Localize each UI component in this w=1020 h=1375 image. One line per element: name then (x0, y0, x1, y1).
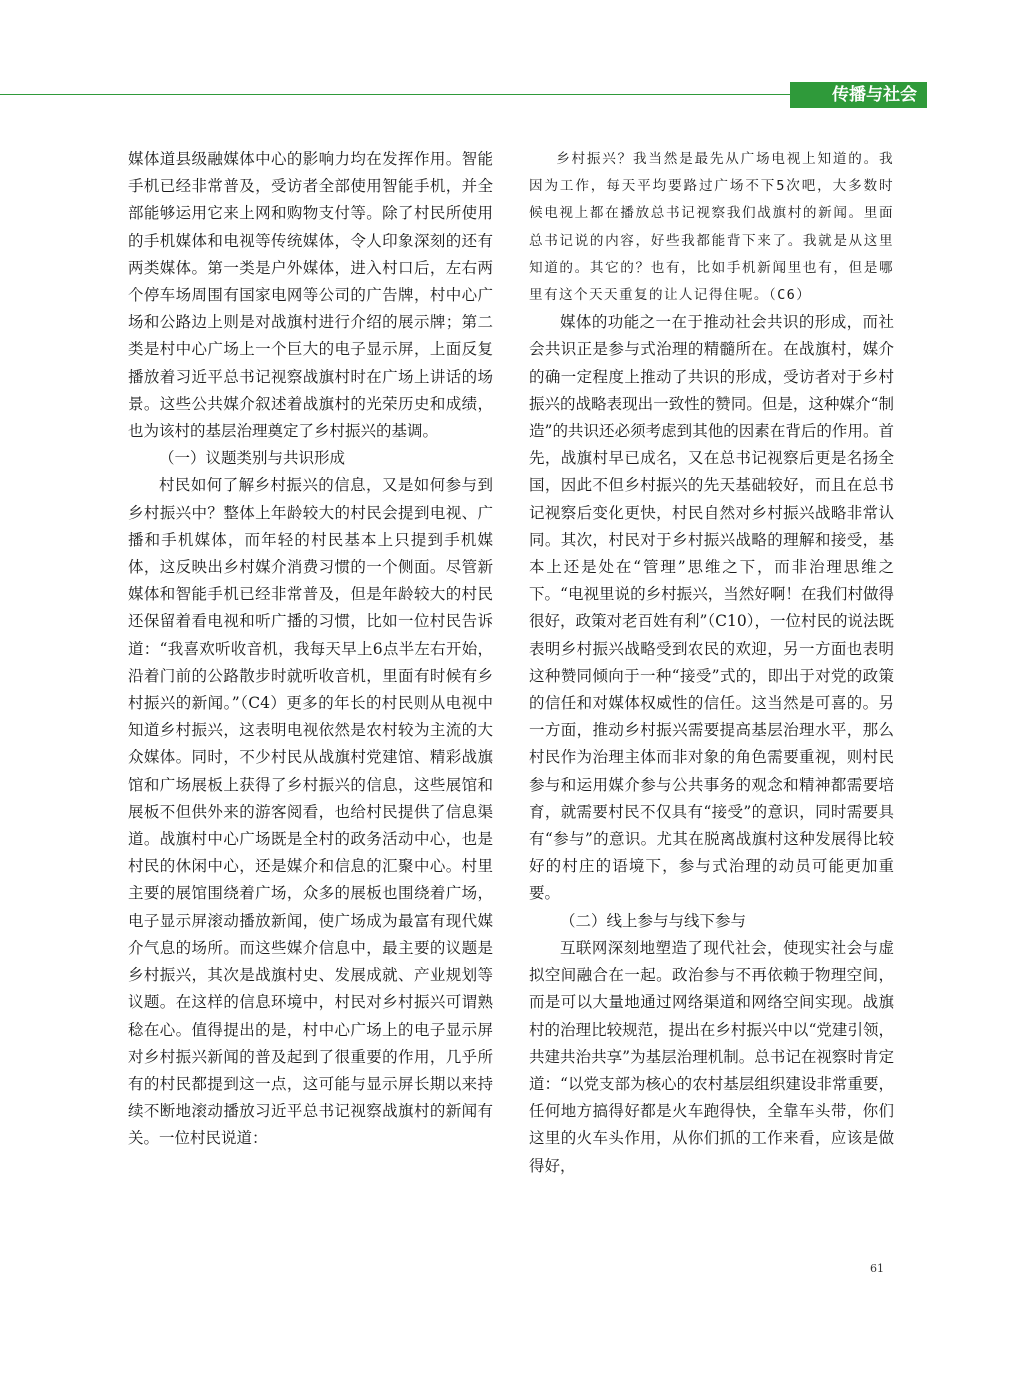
right-column (529, 146, 894, 1180)
page-number: 61 (870, 1262, 884, 1275)
section-tag: 传播与社会 (790, 82, 927, 108)
header-rule (0, 94, 790, 95)
section-heading: （一）议题类别与共识形成 (159, 449, 346, 468)
section-heading: （二）线上参与与线下参与 (560, 911, 747, 930)
paragraph: 互联网深刻地塑造了现代社会，使现实社会与虚拟空间融合在一起。政治参与不再依赖于物理空间，而是可以大量地通过网络渠道和网络空间实现。战旗村的治理比较规范，提出在乡村振兴中以“党建引领，共建共治共享”为基层治理机制。总书记在视察时肯定道：“以党支部为核心的农村基层组织建设非常重要，任何地方搞得好都是火车跑得快，全靠车头带，你们这里的火车头作用，从你们抓的工作来看，应该是做得好， (529, 938, 894, 1175)
left-column (128, 146, 493, 1153)
paragraph: 村民如何了解乡村振兴的信息，又是如何参与到乡村振兴中？整体上年龄较大的村民会提到电视、广播和手机媒体，而年轻的村民基本上只提到手机媒体，这反映出乡村媒介消费习惯的一个侧面。尽管新媒体和智能手机已经非常普及，但是年龄较大的村民还保留着看电视和听广播的习惯，比如一位村民告诉道：“我喜欢听收音机，我每天早上6点半左右开始，沿着门前的公路散步时就听收音机，里面有时候有乡村振兴的新闻。”（C4）更多的年长的村民则从电视中知道乡村振兴，这表明电视依然是农村较为主流的大众媒体。同时，不少村民从战旗村党建馆、精彩战旗馆和广场展板上获得了乡村振兴的信息，这些展馆和展板不但供外来的游客阅看，也给村民提供了信息渠道。战旗村中心广场既是全村的政务活动中心，也是村民的休闲中心，还是媒介和信息的汇聚中心。村里主要的展馆围绕着广场，众多的展板也围绕着广场，电子显示屏滚动播放新闻，使广场成为最富有现代媒介气息的场所。而这些媒介信息中，最主要的议题是乡村振兴，其次是战旗村史、发展成就、产业规划等议题。在这样的信息环境中，村民对乡村振兴可谓熟稔在心。值得提出的是，村中心广场上的电子显示屏对乡村振兴新闻的普及起到了很重要的作用，几乎所有的村民都提到这一点，这可能与显示屏长期以来持续不断地滚动播放习近平总书记视察战旗村的新闻有关。一位村民说道： (128, 476, 493, 1148)
interview-quote: 乡村振兴？我当然是最先从广场电视上知道的。我因为工作，每天平均要路过广场不下5次吧，大多数时候电视上都在播放总书记视察我们战旗村的新闻。里面总书记说的内容，好些我都能背下来了。我就是从这里知道的。其它的？也有，比如手机新闻里也有，但是哪里有这个天天重复的让人记得住呢。（C6） (529, 151, 894, 304)
paragraph: 媒体的功能之一在于推动社会共识的形成，而社会共识正是参与式治理的精髓所在。在战旗村，媒介的确一定程度上推动了共识的形成，受访者对于乡村振兴的战略表现出一致性的赞同。但是，这种媒介“制造”的共识还必须考虑到其他的因素在背后的作用。首先，战旗村早已成名，又在总书记视察后更是名扬全国，因此不但乡村振兴的先天基础较好，而且在总书记视察后变化更快，村民自然对乡村振兴战略非常认同。其次，村民对于乡村振兴战略的理解和接受，基本上还是处在“管理”思维之下，而非治理思维之下。“电视里说的乡村振兴，当然好啊！在我们村做得很好，政策对老百姓有利”（C10），一位村民的说法既表明乡村振兴战略受到农民的欢迎，另一方面也表明这种赞同倾向于一种“接受”式的，即出于对党的政策的信任和对媒体权威性的信任。这当然是可喜的。另一方面，推动乡村振兴需要提高基层治理水平，那么村民作为治理主体而非对象的角色需要重视，则村民参与和运用媒介参与公共事务的观念和精神都需要培育，就需要村民不仅具有“接受”的意识，同时需要具有“参与”的意识。尤其在脱离战旗村这种发展得比较好的村庄的语境下，参与式治理的动员可能更加重要。 (529, 313, 895, 903)
paragraph: 媒体道县级融媒体中心的影响力均在发挥作用。智能手机已经非常普及，受访者全部使用智能手机，并全部能够运用它来上网和购物支付等。除了村民所使用的手机媒体和电视等传统媒体，令人印象深刻的还有两类媒体。第一类是户外媒体，进入村口后，左右两个停车场周围有国家电网等公司的广告牌，村中心广场和公路边上则是对战旗村进行介绍的展示牌；第二类是村中心广场上一个巨大的电子显示屏，上面反复播放着习近平总书记视察战旗村时在广场上讲话的场景。这些公共媒介叙述着战旗村的光荣历史和成绩，也为该村的基层治理奠定了乡村振兴的基调。 (128, 150, 493, 441)
